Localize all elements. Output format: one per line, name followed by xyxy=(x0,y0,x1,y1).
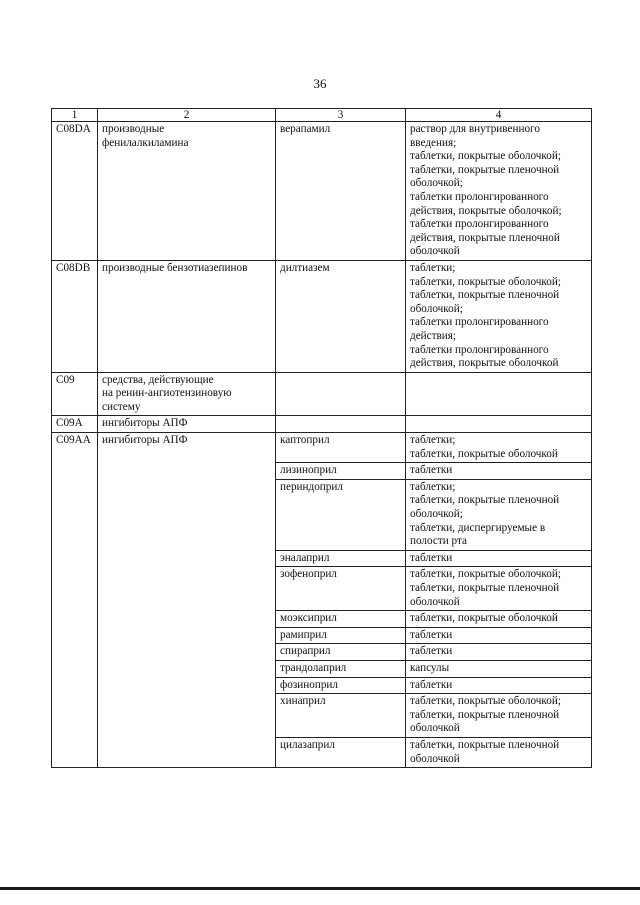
drug-table xyxy=(51,108,592,768)
column-header-3: 3 xyxy=(276,109,406,122)
dosage-forms-cell: таблетки; таблетки, покрытые оболочкой xyxy=(406,433,592,463)
dosage-forms-cell: таблетки; таблетки, покрытые пленочной оболочкой; таблетки, диспергируемые в полости рта xyxy=(406,479,592,550)
group-name-cell: производные фенилалкиламина xyxy=(98,122,276,261)
drug-name-cell: эналаприл xyxy=(276,550,406,567)
dosage-forms-cell: таблетки xyxy=(406,677,592,694)
table-row xyxy=(52,260,592,372)
drug-name-cell: каптоприл xyxy=(276,433,406,463)
group-name-cell: производные бензотиазепинов xyxy=(98,260,276,372)
group-name-cell: ингибиторы АПФ xyxy=(98,416,276,433)
dosage-forms-cell: капсулы xyxy=(406,660,592,677)
table-body xyxy=(52,122,592,768)
atc-code-cell: C09A xyxy=(52,416,98,433)
group-name-cell: ингибиторы АПФ xyxy=(98,433,276,768)
dosage-forms-cell: таблетки xyxy=(406,644,592,661)
bottom-rule xyxy=(0,887,640,890)
table-row xyxy=(52,416,592,433)
table-row xyxy=(52,433,592,463)
drug-name-cell: трандолаприл xyxy=(276,660,406,677)
atc-code-cell: C08DB xyxy=(52,260,98,372)
dosage-forms-cell: таблетки xyxy=(406,463,592,480)
drug-name-cell: хинаприл xyxy=(276,694,406,738)
column-header-2: 2 xyxy=(98,109,276,122)
header-row xyxy=(52,109,592,122)
drug-name-cell xyxy=(276,416,406,433)
dosage-forms-cell: таблетки xyxy=(406,627,592,644)
drug-name-cell: лизиноприл xyxy=(276,463,406,480)
table-row xyxy=(52,122,592,261)
dosage-forms-cell: таблетки, покрытые оболочкой xyxy=(406,611,592,628)
page-number: 36 xyxy=(313,76,327,91)
drug-name-cell: рамиприл xyxy=(276,627,406,644)
dosage-forms-cell: таблетки, покрытые оболочкой; таблетки, покрытые пленочной оболочкой xyxy=(406,567,592,611)
dosage-forms-cell: таблетки; таблетки, покрытые оболочкой; таблетки, покрытые пленочной оболочкой; таблетки пролонгированного действия; таблетки пролонгированного действия, покрытые оболочкой xyxy=(406,260,592,372)
drug-name-cell xyxy=(276,372,406,416)
table-row xyxy=(52,372,592,416)
dosage-forms-cell xyxy=(406,416,592,433)
drug-name-cell: зофеноприл xyxy=(276,567,406,611)
drug-name-cell: периндоприл xyxy=(276,479,406,550)
dosage-forms-cell: таблетки, покрытые пленочной оболочкой xyxy=(406,737,592,767)
drug-name-cell: спираприл xyxy=(276,644,406,661)
atc-code-cell: C09AA xyxy=(52,433,98,768)
atc-code-cell: C09 xyxy=(52,372,98,416)
drug-name-cell: цилазаприл xyxy=(276,737,406,767)
dosage-forms-cell xyxy=(406,372,592,416)
drug-name-cell: моэксиприл xyxy=(276,611,406,628)
column-header-4: 4 xyxy=(406,109,592,122)
atc-code-cell: C08DA xyxy=(52,122,98,261)
dosage-forms-cell: раствор для внутривенного введения; таблетки, покрытые оболочкой; таблетки, покрытые пленочной оболочкой; таблетки пролонгированного действия, покрытые оболочкой; таблетки пролонгированного действия, покрытые пленочной оболочкой xyxy=(406,122,592,261)
group-name-cell: средства, действующие на ренин-ангиотензиновую систему xyxy=(98,372,276,416)
column-header-1: 1 xyxy=(52,109,98,122)
dosage-forms-cell: таблетки, покрытые оболочкой; таблетки, покрытые пленочной оболочкой xyxy=(406,694,592,738)
drug-name-cell: фозиноприл xyxy=(276,677,406,694)
dosage-forms-cell: таблетки xyxy=(406,550,592,567)
drug-name-cell: дилтиазем xyxy=(276,260,406,372)
drug-name-cell: верапамил xyxy=(276,122,406,261)
